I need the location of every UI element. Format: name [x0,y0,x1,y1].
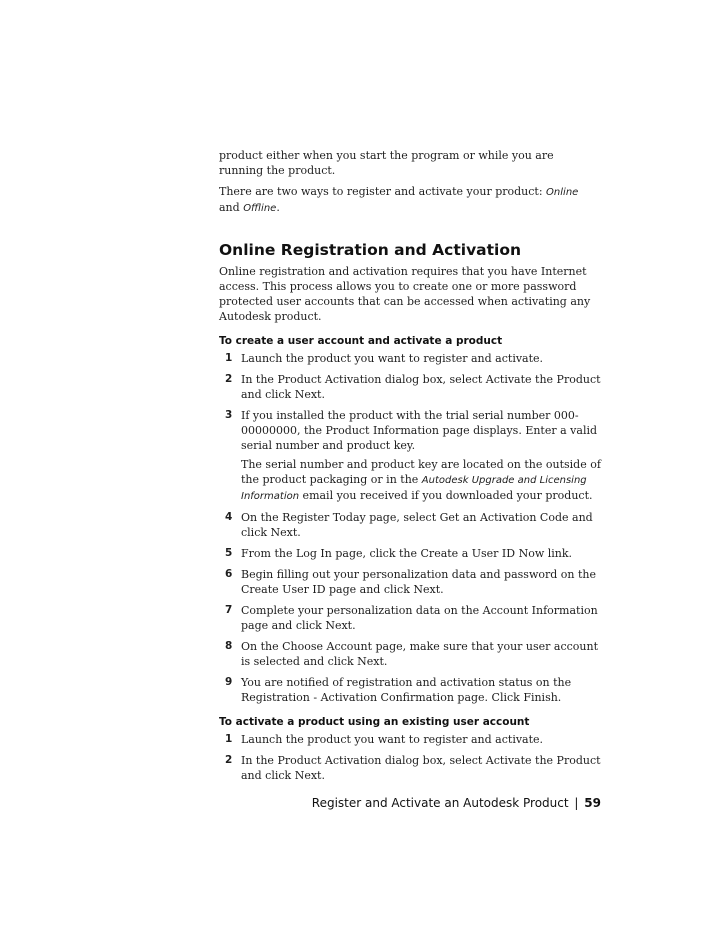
step-text: In the Product Activation dialog box, select Activate the Product and click Next. [241,373,601,401]
footer-title: Register and Activate an Autodesk Product [311,796,569,810]
step-text: Complete your personalization data on the Account Information page and click Next. [241,604,598,632]
step-item [219,510,601,540]
page-footer [219,795,601,811]
step-number: 9 [225,676,233,688]
step-item [219,732,601,747]
step-note-end: email you received if you downloaded your product. [299,489,593,502]
step-number: 6 [225,568,233,580]
intro-paragraph: product either when you start the program or while you are running the product. [219,149,554,177]
step-text: Begin filling out your personalization data and password on the Create User ID page and click Next. [241,568,596,596]
step-item [219,753,601,783]
step-text: You are notified of registration and activation status on the Registration - Activation Confirmation page. Click Finish. [241,676,572,704]
step-item [219,639,601,669]
step-item [219,603,601,633]
intro-ways-text: There are two ways to register and activate your product: [219,185,547,198]
step-number: 2 [225,754,233,766]
step-number: 7 [225,604,233,616]
step-number: 4 [225,511,233,523]
footer-separator: | [574,796,579,810]
step-number: 1 [225,733,233,745]
step-number: 3 [225,409,233,421]
step-number: 2 [225,373,233,385]
step-text: Launch the product you want to register and activate. [241,352,544,365]
section-heading: Online Registration and Activation [219,241,522,259]
intro-and: and [219,201,244,214]
step-item [219,546,601,561]
step-number: 1 [225,352,233,364]
online-term: Online [546,187,579,198]
step-item [219,372,601,402]
step-item [219,567,601,597]
procedure-heading-create-account: To create a user account and activate a product [219,335,503,347]
step-item [219,675,601,705]
step-text: Launch the product you want to register and activate. [241,733,544,746]
intro-period: . [276,201,280,214]
step-item [219,408,601,504]
step-text: On the Choose Account page, make sure that your user account is selected and click Next. [241,640,599,668]
step-text: From the Log In page, click the Create a User ID Now link. [241,547,573,560]
step-number: 5 [225,547,233,559]
step-note [241,457,601,504]
step-text: On the Register Today page, select Get an Activation Code and click Next. [241,511,593,539]
intro-ways-paragraph [219,184,601,216]
page-content [219,148,601,783]
step-text: In the Product Activation dialog box, select Activate the Product and click Next. [241,754,601,782]
document-title: Autodesk Upgrade and Licensing Information [241,475,587,502]
step-item [219,351,601,366]
procedure-steps-existing-account [219,732,601,783]
procedure-heading-existing-account: To activate a product using an existing user account [219,716,530,728]
step-note-text: The serial number and product key are located on the outside of the product packaging or in the [241,458,601,486]
procedure-steps-create-account [219,351,601,705]
section-description: Online registration and activation requires that you have Internet access. This process allows you to create one or more password protected user accounts that can be accessed when activating any Autodesk product. [219,265,591,323]
offline-term: Offline [243,203,277,214]
page-number: 59 [584,796,601,810]
step-number: 8 [225,640,233,652]
step-text: If you installed the product with the trial serial number 000-00000000, the Product Information page displays. Enter a valid serial number and product key. [241,409,598,452]
